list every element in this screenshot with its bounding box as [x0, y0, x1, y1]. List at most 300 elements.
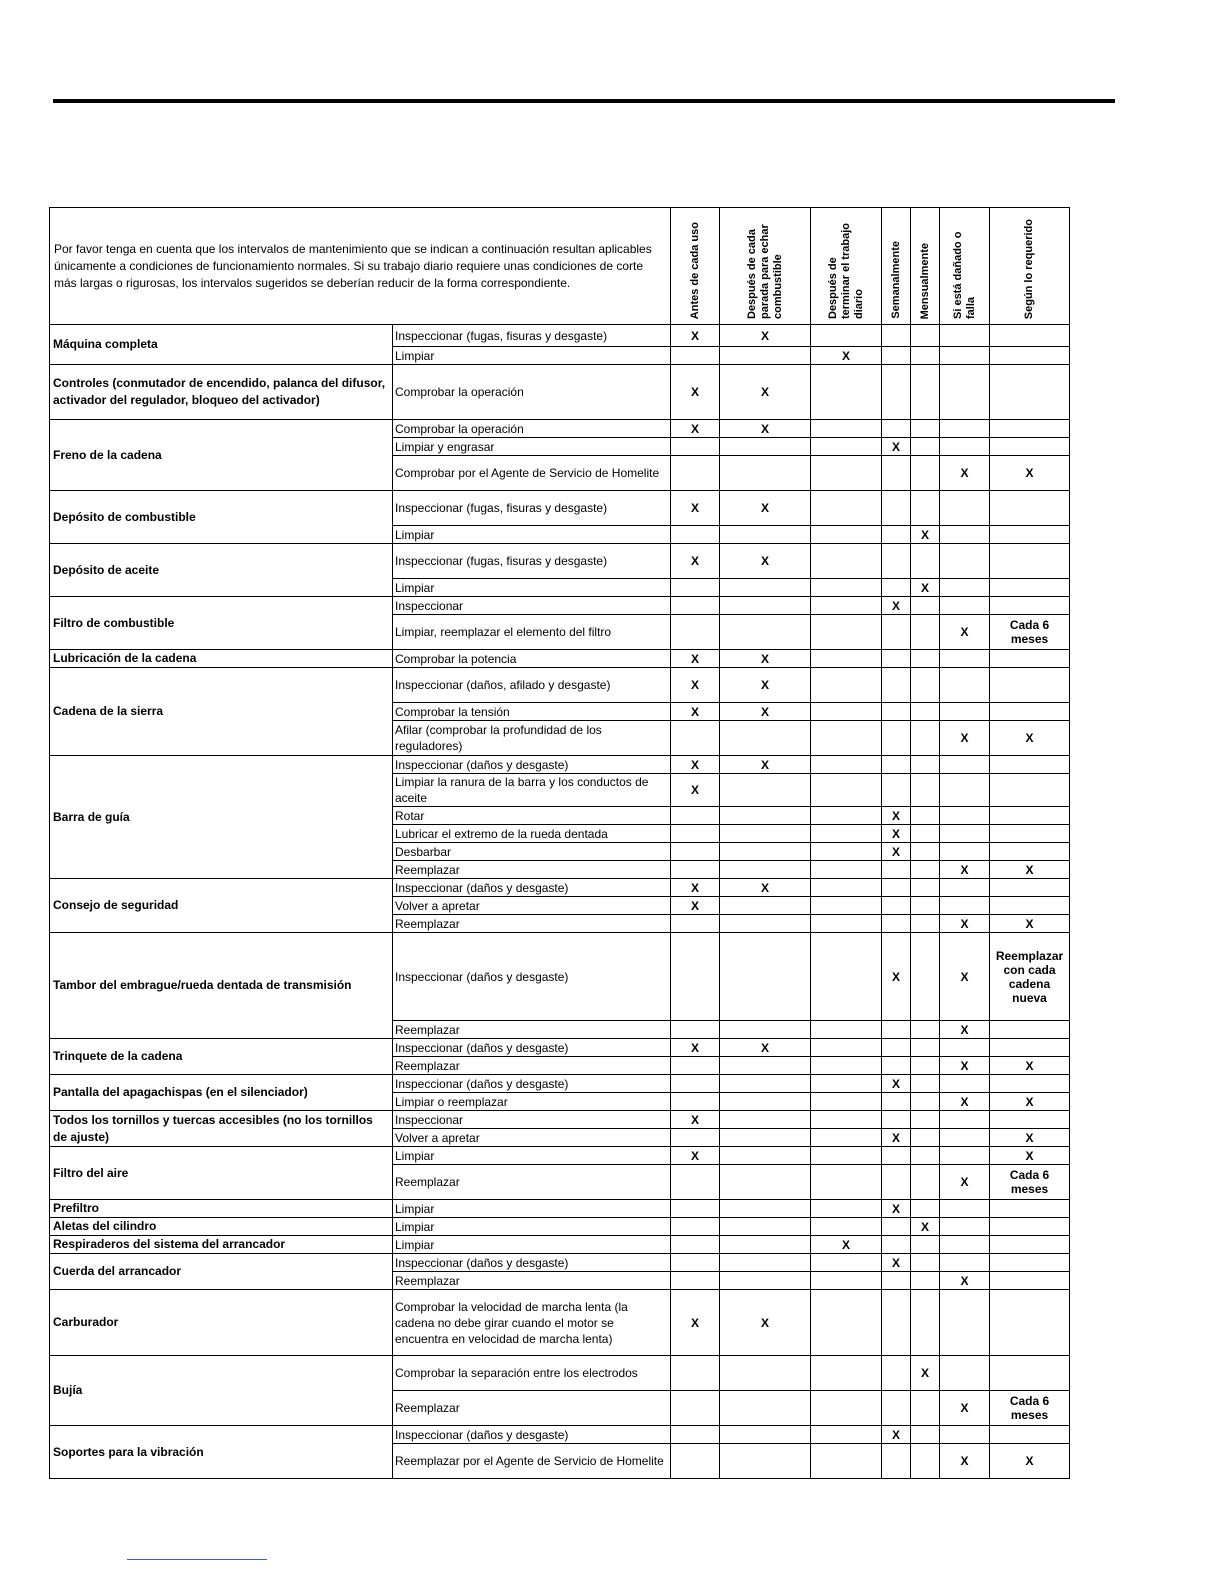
- mark-cell: [811, 1254, 882, 1272]
- mark-cell: [911, 703, 940, 721]
- mark-cell: [811, 668, 882, 703]
- action-cell: Inspeccionar (daños y desgaste): [393, 933, 671, 1021]
- mark-cell: [940, 420, 990, 438]
- mark-cell: [911, 861, 940, 879]
- mark-cell: [720, 615, 811, 650]
- table-row: [50, 1075, 1070, 1093]
- action-cell: Inspeccionar (daños y desgaste): [393, 1254, 671, 1272]
- action-cell: Reemplazar: [393, 1021, 671, 1039]
- mark-cell: [671, 807, 720, 825]
- action-cell: Limpiar: [393, 1218, 671, 1236]
- mark-cell: [811, 1129, 882, 1147]
- mark-cell: [882, 365, 911, 420]
- mark-cell: [811, 843, 882, 861]
- mark-cell: [940, 650, 990, 668]
- mark-cell: [811, 879, 882, 897]
- mark-cell: [911, 365, 940, 420]
- component-cell: Consejo de seguridad: [50, 879, 393, 933]
- mark-cell: [811, 597, 882, 615]
- mark-cell: [720, 774, 811, 807]
- mark-cell: [811, 915, 882, 933]
- mark-cell: [671, 1093, 720, 1111]
- action-cell: Comprobar por el Agente de Servicio de Homelite: [393, 456, 671, 491]
- mark-cell: [940, 491, 990, 526]
- mark-cell: X: [940, 615, 990, 650]
- mark-cell: [882, 420, 911, 438]
- mark-cell: [882, 774, 911, 807]
- mark-cell: X: [671, 756, 720, 774]
- mark-cell: [911, 756, 940, 774]
- table-row: [50, 879, 1070, 897]
- mark-cell: X: [882, 825, 911, 843]
- mark-cell: X: [882, 1254, 911, 1272]
- mark-cell: [990, 438, 1070, 456]
- col-header-label: Según lo requerido: [1023, 218, 1036, 319]
- mark-cell: [882, 650, 911, 668]
- mark-cell: [911, 843, 940, 861]
- mark-cell: [911, 615, 940, 650]
- mark-cell: X: [671, 1111, 720, 1129]
- mark-cell: [911, 668, 940, 703]
- col-header-label: Después de terminar el trabajo diario: [826, 223, 865, 319]
- mark-cell: X: [671, 650, 720, 668]
- mark-cell: [811, 1093, 882, 1111]
- mark-cell: [720, 1165, 811, 1200]
- mark-cell: Cada 6 meses: [990, 615, 1070, 650]
- action-cell: Limpiar la ranura de la barra y los conductos de aceite: [393, 774, 671, 807]
- component-cell: Aletas del cilindro: [50, 1218, 393, 1236]
- table-row: [50, 544, 1070, 579]
- mark-cell: X: [940, 915, 990, 933]
- mark-cell: [911, 1290, 940, 1356]
- mark-cell: [940, 544, 990, 579]
- mark-cell: [671, 1165, 720, 1200]
- table-row: [50, 365, 1070, 420]
- mark-cell: X: [811, 347, 882, 365]
- top-rule: [53, 99, 1115, 103]
- action-cell: Inspeccionar: [393, 1111, 671, 1129]
- mark-cell: X: [940, 933, 990, 1021]
- mark-cell: [671, 1254, 720, 1272]
- mark-cell: [911, 915, 940, 933]
- mark-cell: [882, 703, 911, 721]
- component-cell: Freno de la cadena: [50, 420, 393, 491]
- mark-cell: [911, 1075, 940, 1093]
- component-cell: Depósito de aceite: [50, 544, 393, 597]
- mark-cell: X: [671, 325, 720, 347]
- mark-cell: X: [990, 1057, 1070, 1075]
- mark-cell: [911, 544, 940, 579]
- mark-cell: [811, 544, 882, 579]
- mark-cell: [882, 915, 911, 933]
- mark-cell: [671, 456, 720, 491]
- mark-cell: [671, 915, 720, 933]
- col-header-label: Antes de cada uso: [688, 221, 701, 319]
- action-cell: Inspeccionar (fugas, fisuras y desgaste): [393, 544, 671, 579]
- mark-cell: X: [911, 526, 940, 544]
- mark-cell: [990, 825, 1070, 843]
- mark-cell: [990, 879, 1070, 897]
- mark-cell: [990, 1075, 1070, 1093]
- mark-cell: [911, 1272, 940, 1290]
- mark-cell: [811, 1111, 882, 1129]
- mark-cell: X: [990, 1129, 1070, 1147]
- mark-cell: [811, 1391, 882, 1426]
- mark-cell: X: [720, 879, 811, 897]
- mark-cell: [911, 1444, 940, 1479]
- mark-cell: X: [882, 843, 911, 861]
- mark-cell: X: [671, 1147, 720, 1165]
- mark-cell: [811, 526, 882, 544]
- mark-cell: [720, 1254, 811, 1272]
- mark-cell: [811, 1057, 882, 1075]
- action-cell: Inspeccionar (fugas, fisuras y desgaste): [393, 491, 671, 526]
- mark-cell: [990, 756, 1070, 774]
- mark-cell: [882, 897, 911, 915]
- mark-cell: [671, 1200, 720, 1218]
- action-cell: Inspeccionar (daños, afilado y desgaste): [393, 668, 671, 703]
- mark-cell: [720, 861, 811, 879]
- mark-cell: [720, 1356, 811, 1391]
- action-cell: Lubricar el extremo de la rueda dentada: [393, 825, 671, 843]
- mark-cell: [882, 1444, 911, 1479]
- mark-cell: [940, 1039, 990, 1057]
- mark-cell: X: [911, 1356, 940, 1391]
- mark-cell: [911, 825, 940, 843]
- mark-cell: [811, 756, 882, 774]
- mark-cell: [811, 933, 882, 1021]
- mark-cell: [671, 526, 720, 544]
- mark-cell: [911, 1129, 940, 1147]
- action-cell: Desbarbar: [393, 843, 671, 861]
- action-cell: Inspeccionar (daños y desgaste): [393, 879, 671, 897]
- mark-cell: [882, 721, 911, 756]
- mark-cell: [671, 1218, 720, 1236]
- mark-cell: [882, 544, 911, 579]
- mark-cell: [882, 1218, 911, 1236]
- table-row: [50, 1236, 1070, 1254]
- mark-cell: [940, 1290, 990, 1356]
- mark-cell: X: [882, 597, 911, 615]
- mark-cell: [940, 897, 990, 915]
- mark-cell: [940, 843, 990, 861]
- mark-cell: X: [671, 703, 720, 721]
- mark-cell: [811, 703, 882, 721]
- mark-cell: [990, 650, 1070, 668]
- mark-cell: [911, 1057, 940, 1075]
- mark-cell: [720, 1111, 811, 1129]
- mark-cell: X: [671, 879, 720, 897]
- mark-cell: [990, 843, 1070, 861]
- mark-cell: [911, 897, 940, 915]
- mark-cell: X: [671, 1290, 720, 1356]
- mark-cell: [940, 1111, 990, 1129]
- table-row: [50, 491, 1070, 526]
- mark-cell: [911, 1093, 940, 1111]
- mark-cell: X: [990, 1147, 1070, 1165]
- mark-cell: [911, 1147, 940, 1165]
- table-row: [50, 933, 1070, 1021]
- mark-cell: [882, 1165, 911, 1200]
- col-header-label: Después de cada parada para echar combustible: [745, 224, 784, 319]
- mark-cell: [720, 1057, 811, 1075]
- mark-cell: [671, 1391, 720, 1426]
- mark-cell: [811, 1021, 882, 1039]
- component-cell: Depósito de combustible: [50, 491, 393, 544]
- table-row: [50, 1356, 1070, 1391]
- mark-cell: [811, 438, 882, 456]
- mark-cell: [990, 1426, 1070, 1444]
- mark-cell: [811, 456, 882, 491]
- mark-cell: [811, 615, 882, 650]
- mark-cell: [911, 721, 940, 756]
- mark-cell: [671, 1272, 720, 1290]
- mark-cell: X: [990, 721, 1070, 756]
- mark-cell: [811, 721, 882, 756]
- table-row: [50, 1111, 1070, 1129]
- mark-cell: [911, 438, 940, 456]
- mark-cell: X: [940, 861, 990, 879]
- mark-cell: X: [940, 1165, 990, 1200]
- action-cell: Comprobar la operación: [393, 420, 671, 438]
- action-cell: Afilar (comprobar la profundidad de los reguladores): [393, 721, 671, 756]
- col-header-label: Semanalmente: [889, 241, 902, 319]
- mark-cell: [990, 1200, 1070, 1218]
- mark-cell: X: [720, 544, 811, 579]
- mark-cell: [671, 721, 720, 756]
- mark-cell: [882, 879, 911, 897]
- mark-cell: [911, 807, 940, 825]
- action-cell: Inspeccionar (daños y desgaste): [393, 1075, 671, 1093]
- col-header: [882, 208, 911, 325]
- mark-cell: [940, 1426, 990, 1444]
- mark-cell: [882, 1290, 911, 1356]
- mark-cell: [882, 456, 911, 491]
- mark-cell: [940, 774, 990, 807]
- component-cell: Todos los tornillos y tuercas accesibles (no los tornillos de ajuste): [50, 1111, 393, 1147]
- action-cell: Volver a apretar: [393, 1129, 671, 1147]
- table-row: [50, 597, 1070, 615]
- mark-cell: X: [720, 365, 811, 420]
- mark-cell: [940, 825, 990, 843]
- mark-cell: [720, 1391, 811, 1426]
- mark-cell: [720, 1200, 811, 1218]
- header-row: [50, 208, 1070, 325]
- mark-cell: [811, 1290, 882, 1356]
- action-cell: Inspeccionar (daños y desgaste): [393, 1039, 671, 1057]
- mark-cell: [811, 650, 882, 668]
- mark-cell: [720, 579, 811, 597]
- mark-cell: [990, 1236, 1070, 1254]
- component-cell: Bujía: [50, 1356, 393, 1426]
- mark-cell: X: [882, 933, 911, 1021]
- mark-cell: [940, 347, 990, 365]
- action-cell: Inspeccionar: [393, 597, 671, 615]
- mark-cell: X: [720, 420, 811, 438]
- mark-cell: [811, 1218, 882, 1236]
- mark-cell: [811, 1147, 882, 1165]
- mark-cell: X: [720, 325, 811, 347]
- action-cell: Volver a apretar: [393, 897, 671, 915]
- mark-cell: [882, 1391, 911, 1426]
- mark-cell: [990, 579, 1070, 597]
- mark-cell: X: [671, 491, 720, 526]
- mark-cell: X: [990, 861, 1070, 879]
- mark-cell: [811, 579, 882, 597]
- col-header: [940, 208, 990, 325]
- mark-cell: [882, 1111, 911, 1129]
- col-header: [990, 208, 1070, 325]
- action-cell: Rotar: [393, 807, 671, 825]
- mark-cell: X: [990, 1444, 1070, 1479]
- mark-cell: [882, 615, 911, 650]
- mark-cell: [990, 703, 1070, 721]
- mark-cell: X: [940, 1093, 990, 1111]
- mark-cell: [811, 1039, 882, 1057]
- mark-cell: [990, 1111, 1070, 1129]
- component-cell: Lubricación de la cadena: [50, 650, 393, 668]
- mark-cell: [990, 668, 1070, 703]
- mark-cell: X: [720, 756, 811, 774]
- action-cell: Reemplazar: [393, 1165, 671, 1200]
- mark-cell: [990, 365, 1070, 420]
- action-cell: Reemplazar: [393, 1272, 671, 1290]
- mark-cell: Cada 6 meses: [990, 1165, 1070, 1200]
- mark-cell: [882, 1093, 911, 1111]
- mark-cell: [811, 774, 882, 807]
- mark-cell: [671, 1444, 720, 1479]
- component-cell: Pantalla del apagachispas (en el silenciador): [50, 1075, 393, 1111]
- mark-cell: [811, 365, 882, 420]
- mark-cell: [990, 774, 1070, 807]
- mark-cell: X: [720, 703, 811, 721]
- table-row: [50, 1200, 1070, 1218]
- mark-cell: X: [671, 774, 720, 807]
- component-cell: Tambor del embrague/rueda dentada de transmisión: [50, 933, 393, 1039]
- mark-cell: [720, 347, 811, 365]
- mark-cell: [990, 420, 1070, 438]
- mark-cell: [720, 1075, 811, 1093]
- component-cell: Soportes para la vibración: [50, 1426, 393, 1479]
- mark-cell: [940, 1129, 990, 1147]
- mark-cell: X: [940, 721, 990, 756]
- mark-cell: [911, 420, 940, 438]
- mark-cell: X: [671, 420, 720, 438]
- component-cell: Trinquete de la cadena: [50, 1039, 393, 1075]
- mark-cell: X: [671, 365, 720, 420]
- mark-cell: [940, 1147, 990, 1165]
- mark-cell: [720, 597, 811, 615]
- mark-cell: [990, 526, 1070, 544]
- mark-cell: [940, 703, 990, 721]
- component-cell: Filtro de combustible: [50, 597, 393, 650]
- mark-cell: [990, 1254, 1070, 1272]
- action-cell: Reemplazar: [393, 915, 671, 933]
- mark-cell: [720, 1093, 811, 1111]
- mark-cell: X: [882, 1426, 911, 1444]
- table-row: [50, 325, 1070, 347]
- mark-cell: [811, 807, 882, 825]
- mark-cell: X: [720, 1290, 811, 1356]
- mark-cell: [940, 526, 990, 544]
- component-cell: Prefiltro: [50, 1200, 393, 1218]
- mark-cell: X: [671, 1039, 720, 1057]
- action-cell: Limpiar, reemplazar el elemento del filtro: [393, 615, 671, 650]
- mark-cell: Reemplazar con cada cadena nueva: [990, 933, 1070, 1021]
- mark-cell: [940, 1254, 990, 1272]
- action-cell: Limpiar: [393, 579, 671, 597]
- mark-cell: X: [940, 1057, 990, 1075]
- mark-cell: [990, 807, 1070, 825]
- mark-cell: [671, 861, 720, 879]
- mark-cell: Cada 6 meses: [990, 1391, 1070, 1426]
- mark-cell: [911, 491, 940, 526]
- action-cell: Reemplazar: [393, 1391, 671, 1426]
- action-cell: Limpiar o reemplazar: [393, 1093, 671, 1111]
- mark-cell: X: [882, 807, 911, 825]
- mark-cell: X: [882, 1129, 911, 1147]
- mark-cell: [720, 721, 811, 756]
- mark-cell: [940, 1218, 990, 1236]
- mark-cell: X: [882, 1200, 911, 1218]
- mark-cell: [940, 438, 990, 456]
- mark-cell: [811, 491, 882, 526]
- mark-cell: [720, 526, 811, 544]
- mark-cell: [811, 325, 882, 347]
- component-cell: Controles (conmutador de encendido, palanca del difusor, activador del regulador, bloqueo del activador): [50, 365, 393, 420]
- mark-cell: [882, 668, 911, 703]
- mark-cell: [911, 456, 940, 491]
- mark-cell: [882, 756, 911, 774]
- mark-cell: X: [882, 1075, 911, 1093]
- mark-cell: [911, 879, 940, 897]
- mark-cell: [811, 1075, 882, 1093]
- mark-cell: [911, 774, 940, 807]
- mark-cell: [940, 1200, 990, 1218]
- mark-cell: [811, 825, 882, 843]
- action-cell: Inspeccionar (daños y desgaste): [393, 756, 671, 774]
- action-cell: Reemplazar: [393, 1057, 671, 1075]
- mark-cell: [671, 933, 720, 1021]
- mark-cell: [811, 420, 882, 438]
- mark-cell: [671, 1129, 720, 1147]
- mark-cell: X: [720, 668, 811, 703]
- mark-cell: [720, 825, 811, 843]
- mark-cell: X: [990, 1093, 1070, 1111]
- mark-cell: [720, 1129, 811, 1147]
- component-cell: Máquina completa: [50, 325, 393, 365]
- mark-cell: [811, 1165, 882, 1200]
- maintenance-body: [50, 325, 1070, 1479]
- maintenance-table: [49, 207, 1070, 1479]
- mark-cell: [940, 879, 990, 897]
- action-cell: Reemplazar: [393, 861, 671, 879]
- mark-cell: X: [882, 438, 911, 456]
- mark-cell: [882, 526, 911, 544]
- mark-cell: [811, 897, 882, 915]
- action-cell: Comprobar la tensión: [393, 703, 671, 721]
- mark-cell: [811, 1356, 882, 1391]
- mark-cell: [671, 597, 720, 615]
- mark-cell: [671, 843, 720, 861]
- component-cell: Barra de guía: [50, 756, 393, 879]
- mark-cell: [720, 1218, 811, 1236]
- mark-cell: X: [940, 1391, 990, 1426]
- mark-cell: [911, 597, 940, 615]
- mark-cell: [720, 897, 811, 915]
- mark-cell: [990, 544, 1070, 579]
- action-cell: Limpiar: [393, 1147, 671, 1165]
